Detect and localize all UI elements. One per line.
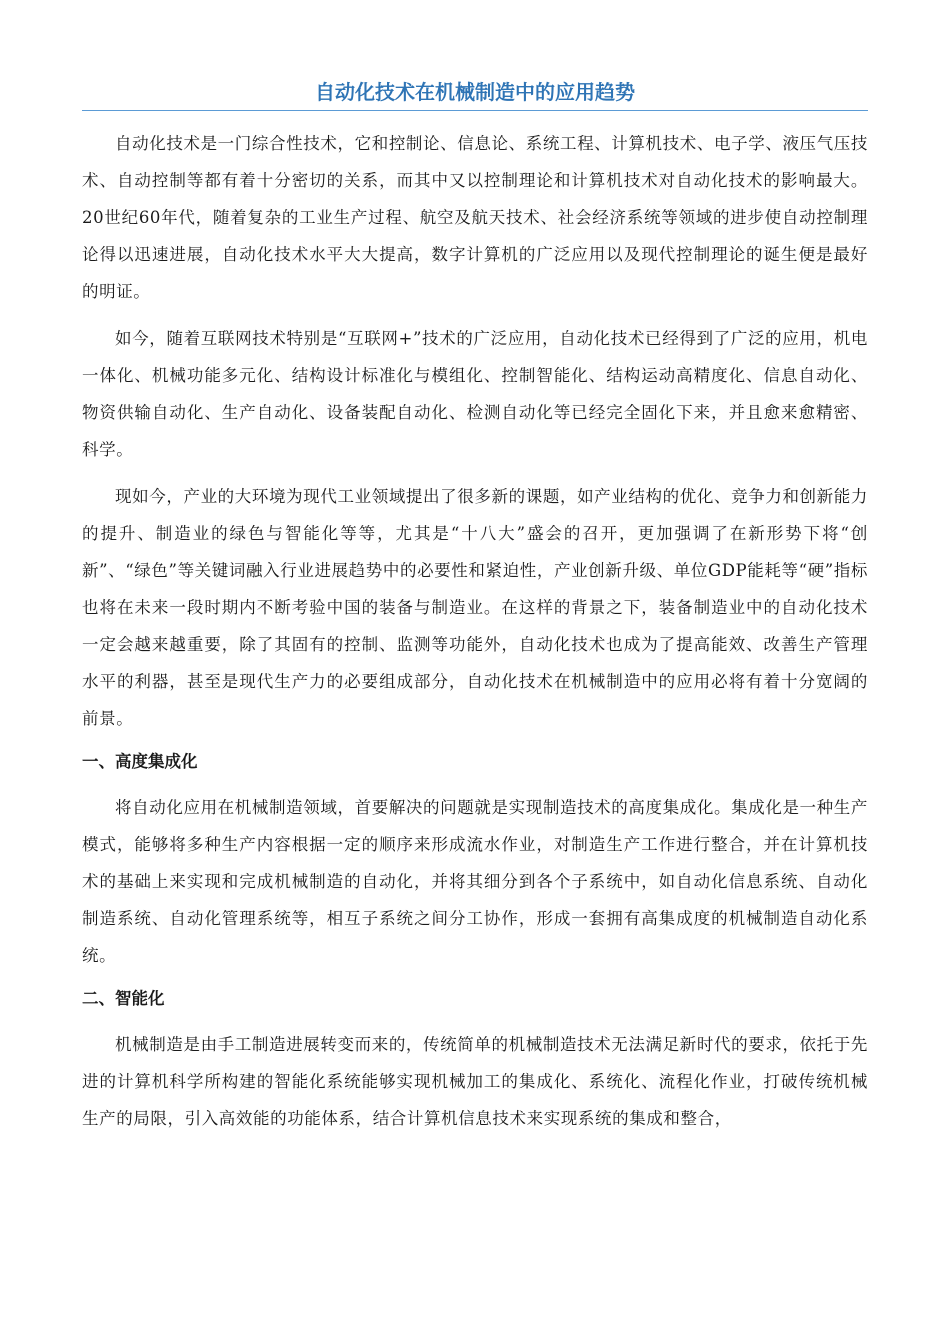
section-heading-integration: 一、高度集成化 <box>82 752 198 771</box>
section-heading-intelligence: 二、智能化 <box>82 989 165 1008</box>
section-paragraph-intelligence: 机械制造是由手工制造进展转变而来的，传统简单的机械制造技术无法满足新时代的要求，依托于先进的计算机科学所构建的智能化系统能够实现机械加工的集成化、系统化、流程化作业，打破传统机械生产的局限，引入高效能的功能体系，结合计算机信息技术来实现系统的集成和整合， <box>82 1035 868 1128</box>
section-paragraph-integration: 将自动化应用在机械制造领域，首要解决的问题就是实现制造技术的高度集成化。集成化是一种生产模式，能够将多种生产内容根据一定的顺序来形成流水作业，对制造生产工作进行整合，并在计算机技术的基础上来实现和完成机械制造的自动化，并将其细分到各个子系统中，如自动化信息系统、自动化制造系统、自动化管理系统等，相互子系统之间分工协作，形成一套拥有高集成度的机械制造自动化系统。 <box>82 798 868 965</box>
document-page <box>82 78 868 1147</box>
intro-paragraph-3: 现如今，产业的大环境为现代工业领域提出了很多新的课题，如产业结构的优化、竞争力和创新能力的提升、制造业的绿色与智能化等等，尤其是“十八大”盛会的召开，更加强调了在新形势下将“创新”、“绿色”等关键词融入行业进展趋势中的必要性和紧迫性，产业创新升级、单位GDP能耗等“硬”指标也将在未来一段时期内不断考验中国的装备与制造业。在这样的背景之下，装备制造业中的自动化技术一定会越来越重要，除了其固有的控制、监测等功能外，自动化技术也成为了提高能效、改善生产管理水平的利器，甚至是现代生产力的必要组成部分，自动化技术在机械制造中的应用必将有着十分宽阔的前景。 <box>82 487 868 728</box>
intro-paragraph-2: 如今，随着互联网技术特别是“互联网+”技术的广泛应用，自动化技术已经得到了广泛的应用，机电一体化、机械功能多元化、结构设计标准化与模组化、控制智能化、结构运动高精度化、信息自动化、物资供输自动化、生产自动化、设备装配自动化、检测自动化等已经完全固化下来，并且愈来愈精密、科学。 <box>82 329 868 459</box>
title-divider <box>82 110 868 111</box>
intro-paragraph-1: 自动化技术是一门综合性技术，它和控制论、信息论、系统工程、计算机技术、电子学、液压气压技术、自动控制等都有着十分密切的关系，而其中又以控制理论和计算机技术对自动化技术的影响最大。20世纪60年代，随着复杂的工业生产过程、航空及航天技术、社会经济系统等领域的进步使自动控制理论得以迅速进展，自动化技术水平大大提高，数字计算机的广泛应用以及现代控制理论的诞生便是最好的明证。 <box>82 134 868 301</box>
document-title: 自动化技术在机械制造中的应用趋势 <box>315 80 635 104</box>
